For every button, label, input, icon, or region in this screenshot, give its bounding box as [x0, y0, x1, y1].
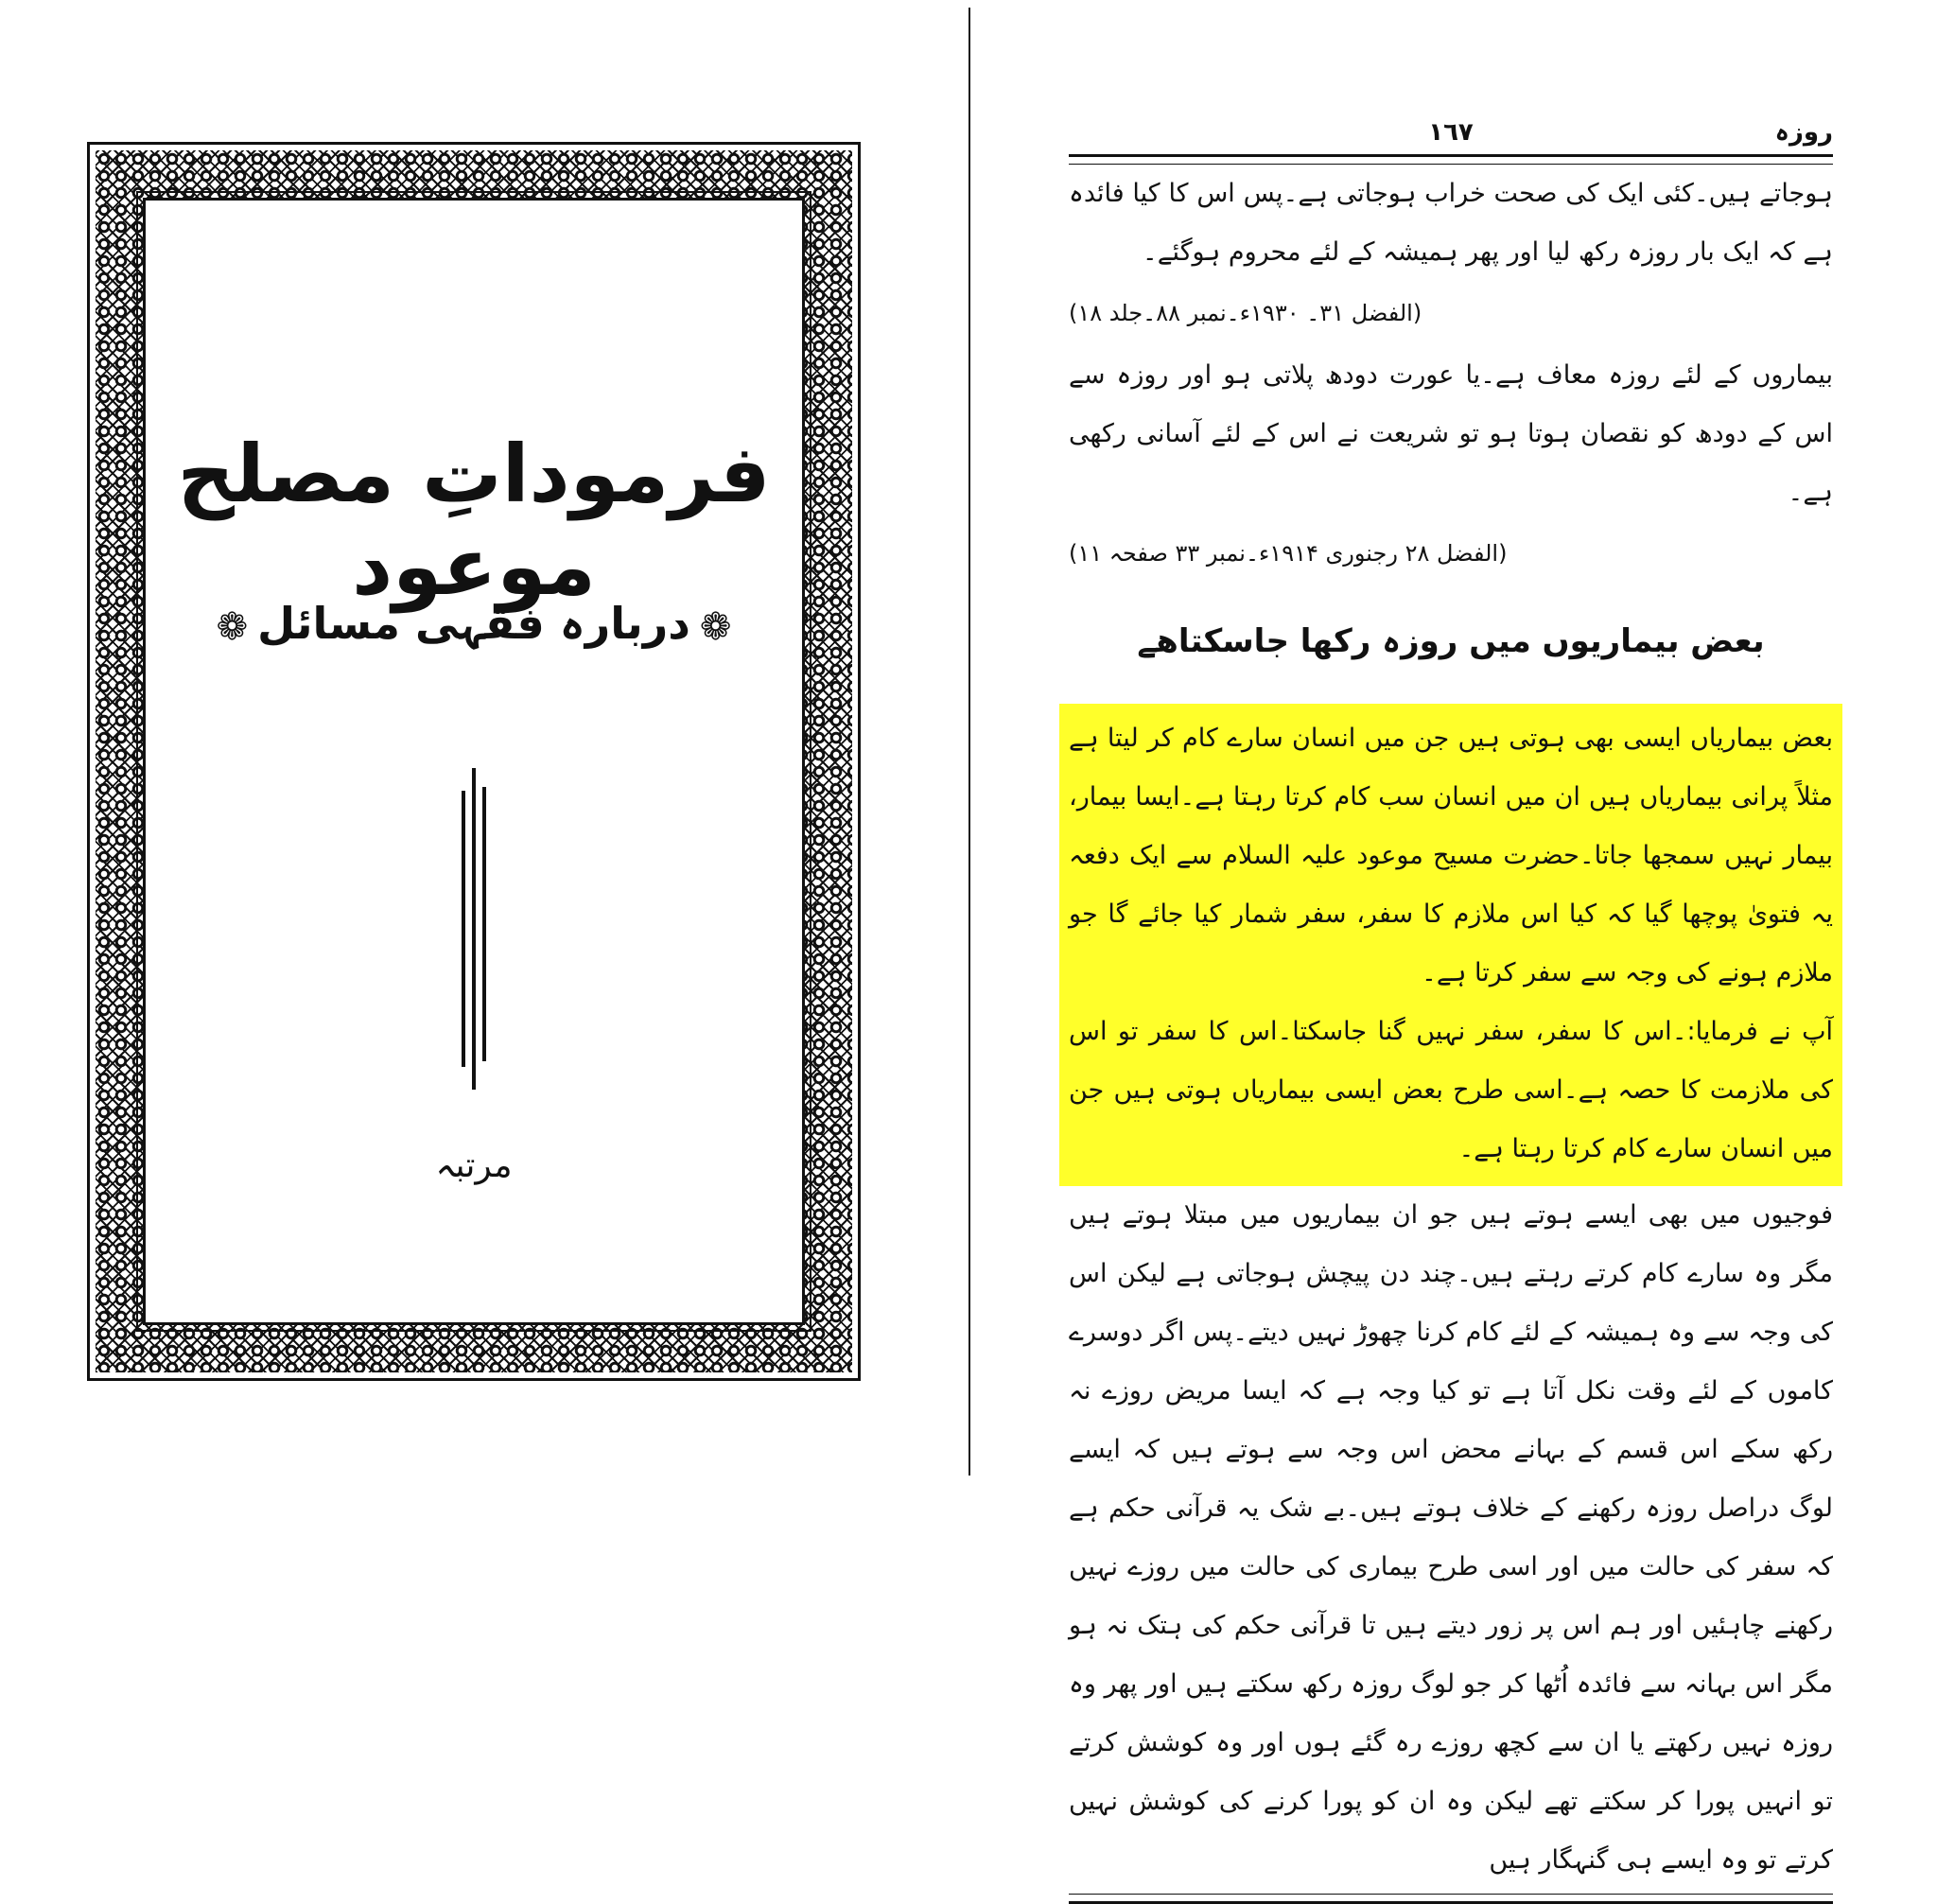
running-head: روزہ — [1774, 118, 1833, 147]
ornament-line — [472, 768, 476, 1090]
compiler-label: مرتبہ — [435, 1146, 513, 1185]
ornament-icon: ❁ — [699, 604, 732, 649]
paragraph: ہوجاتے ہیں۔کئی ایک کی صحت خراب ہوجاتی ہے۔پس اس کا کیا فائدہ ہے کہ ایک بار روزہ رکھ لیا اور پھر ہمیشہ کے لئے محروم ہوگئے۔ — [1069, 179, 1833, 267]
page-header — [1069, 118, 1833, 152]
vertical-lines-ornament — [462, 768, 486, 1090]
footer-rule — [1069, 1894, 1833, 1904]
citation: (الفضل ۳۱۔ ۱۹۳۰ء۔نمبر ۸۸۔جلد ۱۸) — [1069, 300, 1422, 326]
paragraph: فوجیوں میں بھی ایسے ہوتے ہیں جو ان بیماریوں میں مبتلا ہوتے ہیں مگر وہ سارے کام کرتے رہتے ہیں۔چند دن پیچش ہوجاتی ہے لیکن اس کی وجہ سے وہ ہمیشہ کے لئے کام کرنا چھوڑ نہیں دیتے۔پس اگر دوسرے کاموں کے لئے وقت نکل آتا ہے تو کیا وجہ ہے کہ ایسا مریض روزے نہ رکھ سکے اس قسم کے بہانے محض اس وجہ سے ہوتے ہیں کہ ایسے لوگ دراصل روزہ رکھنے کے خلاف ہوتے ہیں۔بے شک یہ قرآنی حکم ہے کہ سفر کی حالت میں اور اسی طرح بیماری کی حالت میں روزے نہیں رکھنے چاہئیں اور ہم اس پر زور دیتے ہیں تا قرآنی حکم کی ہتک نہ ہو مگر اس بہانہ سے فائدہ اُٹھا کر جو لوگ روزہ رکھ سکتے ہیں اور پھر وہ روزہ نہیں رکھتے یا ان سے کچھ روزے رہ گئے ہوں اور وہ کوشش کرتے تو انہیں پورا کر سکتے تھے لیکن وہ ان کو پورا کرنے کی کوشش نہیں کرتے تو وہ ایسے ہی گنہگار ہیں — [1069, 1200, 1833, 1875]
paragraph: بیماروں کے لئے روزہ معاف ہے۔یا عورت دودھ پلاتی ہو اور روزہ سے اس کے دودھ کو نقصان ہوتا ہو تو شریعت نے اس کے لئے آسانی رکھی ہے۔ — [1069, 360, 1833, 507]
cover-inner-panel — [143, 198, 805, 1325]
header-rule — [1069, 154, 1833, 165]
highlighted-paragraph: بعض بیماریاں ایسی بھی ہوتی ہیں جن میں انسان سارے کام کر لیتا ہے مثلاً پرانی بیماریاں ہیں ان میں انسان سب کام کرتا رہتا ہے۔ایسا بیمار، بیمار نہیں سمجھا جاتا۔حضرت مسیح موعود علیہ السلام سے ایک دفعہ یہ فتویٰ پوچھا گیا کہ کیا اس ملازم کا سفر، سفر شمار کیا جائے گا جو ملازم ہونے کی وجہ سے سفر کرتا ہے۔ — [1069, 724, 1833, 987]
page-divider — [968, 8, 970, 1476]
section-heading: بعض بیماریوں میں روزہ رکھا جاسکتاھے — [1137, 622, 1765, 660]
highlighted-passage — [1059, 704, 1842, 1186]
book-subtitle — [146, 598, 802, 649]
highlighted-paragraph: آپ نے فرمایا:۔اس کا سفر، سفر نہیں گنا جاسکتا۔اس کا سفر تو اس کی ملازمت کا حصہ ہے۔اسی طرح بعض ایسی بیماریاں ہوتی ہیں جن میں انسان سارے کام کرتا رہتا ہے۔ — [1069, 1017, 1833, 1163]
book-title: فرموداتِ مصلح موعود — [177, 428, 771, 613]
citation: (الفضل ۲۸ رجنوری ۱۹۱۴ء۔نمبر ۳۳ صفحہ ۱۱) — [1069, 540, 1508, 567]
book-subtitle-text: دربارہ فقہی مسائل — [257, 598, 690, 649]
ornament-line — [462, 791, 465, 1067]
ornament-line — [482, 787, 486, 1061]
ornament-icon: ❁ — [216, 604, 249, 649]
cover-frame — [87, 142, 861, 1381]
text-page — [1069, 118, 1833, 1904]
page-number: ١٦٧ — [1428, 118, 1474, 147]
